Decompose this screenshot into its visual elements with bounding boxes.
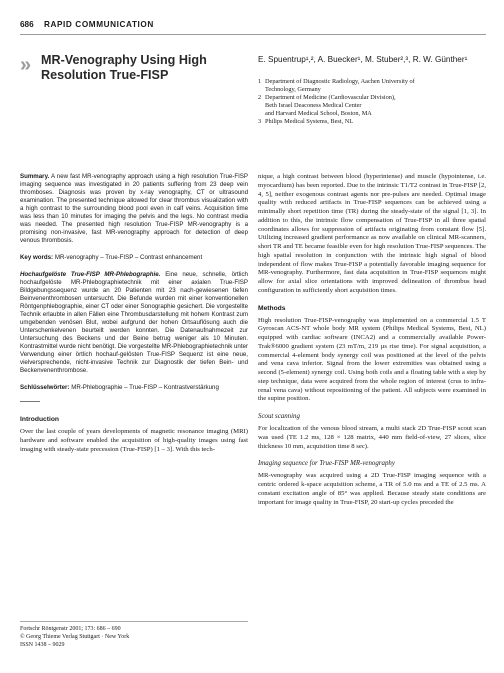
affiliation-line bbox=[258, 94, 488, 102]
intro-continued-text: nique, a high contrast between blood (hyperintense) and muscle (hypointense, i.e. myocardium) has been reported. Due to the intrinsic T1/T2 contrast in True-FISP [2, 4, 5], neither exogenous contrast agents nor pre-pulses are needed. Optimal image quality with reduced artifacts in True-FISP sequences can be achieved using a minimally short repetition time (TR) during the steady-state of the signal [1, 3]. In addition to this, the intrinsic flow compensation of True-FISP in all three spatial coordinates allows for suppression of artifacts originating from constant flow [5]. Utilizing increased gradient performance as now available on clinical MR-scanners, short TR and TE became feasible even for high resolution True-FISP sequences. The high spatial resolution in conjunction with the intrinsic high signal of blood independent of flow makes True-FISP a potentially favorable imaging sequence for MR-venography. Furthermore, fast data acquisition in True-FISP sequences might allow for axial slice orientations with improved delineation of thrombus head configuration in sufficiently short acquisition times. bbox=[258, 173, 486, 294]
running-header bbox=[20, 20, 486, 34]
introduction-heading: Introduction bbox=[20, 416, 60, 423]
affiliation-text: and Harvard Medical School, Boston, MA bbox=[265, 110, 372, 117]
keywords-text: MR-venography – True-FISP – Contrast enhancement bbox=[54, 254, 203, 261]
right-column bbox=[258, 173, 486, 516]
affiliation-list bbox=[258, 78, 488, 126]
scout-text: For localization of the venous blood stream, a multi stack 2D True-FISP scout scan was used (TE 1.2 ms, 128 × 128 matrix, 440 mm field-of-view, 27 slices, slice thickness 10 mm, acquisition time 8 sec). bbox=[258, 425, 486, 450]
german-abstract-label: Hochaufgelöste True-FISP MR-Phlebographie. bbox=[20, 271, 161, 278]
keywords bbox=[20, 254, 248, 262]
affiliation-number: 2 bbox=[258, 94, 262, 101]
german-abstract-text: Eine neue, schnelle, örtlich hochaufgelöste MR-Phlebographietechnik mit einer axialen True-FISP Bildgebungssequenz wurde an 20 Patienten mit 23 nach-gewiesenen tiefen Beinvenenthrombosen untersucht. Die Befunde wurden mit einer konventionellen Röntgenphlebographie, einer CT oder einer Sonographie gesichert. Die vorgestellte Technik erlaubte in allen Fällen eine Thrombusdarstellung mit hohem Kontrast zum umgebenden venösen Blut, wobei aufgrund der hohen Ortsauflösung auch die Unterschenkelvenen beurteilt werden konnten. Die Datenaufnahmezeit zur Untersuchung des Beckens und der Beine betrug weniger als 10 Minuten. Kontrastmittel wurde nicht benötigt. Die vorgestellte MR-Phlebographietechnik unter Verwendung einer örtlich hochauf-gelösten True-FISP Sequenz ist eine neue, vielversprechende, nicht-invasive Technik zur Diagnostik der tiefen Bein- und Beckenvenenthrombose. bbox=[20, 271, 249, 374]
affiliation-text: Department of Diagnostic Radiology, Aachen University of bbox=[265, 78, 415, 85]
summary-text: A new fast MR-venography approach using a high resolution True-FISP imaging sequence was investigated in 20 patients suffering from 23 deep vein thromboses. Diagnosis was proven by x-ray venography, CT or ultrasound examination. The presented technique allowed for clear thrombus visualization with a high contrast to the surrounding blood pool even in calf veins. Acquisition time was less than 10 minutes for imaging the pelvis and the legs. No contrast media was needed. The presented high resolution True-FISP MR-venography is a promising non-invasive, fast MR-venography approach for detection of deep venous thrombosis. bbox=[20, 173, 248, 244]
methods-heading: Methods bbox=[258, 304, 286, 312]
german-keywords-text: MR-Phlebographie – True-FISP – Kontrastverstärkung bbox=[71, 384, 219, 391]
introduction-text: Over the last couple of years developments of magnetic resonance imaging (MRI) hardware and software enabled the acquisition of high-quality images using fast imaging with steady-state precession (True-FISP) [1 – 3]. With this tech- bbox=[20, 428, 248, 453]
left-column bbox=[20, 173, 248, 463]
author-list: E. Spuentrup¹,², A. Buecker¹, M. Stuber²,³, R. W. Günther¹ bbox=[258, 55, 468, 64]
keywords-label: Key words: bbox=[20, 254, 54, 261]
affiliation-text: Philips Medical Systems, Best, NL bbox=[265, 118, 354, 125]
german-keywords bbox=[20, 384, 248, 392]
article-title: MR-Venography Using High Resolution True-FISP bbox=[41, 53, 207, 82]
copyright-line: © Georg Thieme Verlag Stuttgart · New York bbox=[20, 634, 130, 641]
abstract-divider bbox=[20, 401, 40, 402]
scout-heading: Scout scanning bbox=[258, 413, 300, 420]
summary-label: Summary. bbox=[20, 173, 50, 180]
affiliation-text: Department of Medicine (Cardiovascular Division), bbox=[265, 94, 396, 101]
summary bbox=[20, 173, 248, 245]
page-number: 686 bbox=[20, 20, 34, 29]
section-label: RAPID COMMUNICATION bbox=[43, 20, 154, 29]
affiliation-line bbox=[258, 78, 488, 86]
affiliation-line bbox=[258, 102, 488, 110]
affiliation-line bbox=[258, 118, 488, 126]
affiliation-text: Technology, Germany bbox=[265, 86, 321, 93]
citation-footer bbox=[20, 621, 248, 650]
affiliation-text: Beth Israel Deaconess Medical Center bbox=[265, 102, 362, 109]
affiliation-line bbox=[258, 86, 488, 94]
imaging-text: MR-venography was acquired using a 2D True-FISP imaging sequence with a centric ordered k-space acquisition scheme, a TR of 5.0 ms and a TE of 2.5 ms. A constant excitation angle of 85° was applied. Because steady state conditions are important for image quality in True-FISP, 20 start-up cycles preceded the bbox=[258, 472, 486, 506]
german-abstract bbox=[20, 271, 248, 375]
issn-line: ISSN 1438 – 9029 bbox=[20, 642, 65, 649]
german-keywords-label: Schlüsselwörter: bbox=[20, 384, 70, 391]
citation-line: Fortschr Röntgenstr 2001; 173: 686 – 690 bbox=[20, 626, 121, 632]
affiliation-line bbox=[258, 110, 488, 118]
imaging-heading: Imaging sequence for True-FISP MR-venography bbox=[258, 460, 395, 468]
methods-text: High resolution True-FISP-venography was implemented on a commercial 1.5 T Gyroscan ACS-NT whole body MR system (Philips Medical Systems, Best, NL) equipped with cardiac software (INCA2) and a commercially available Power-Trak®6000 gradient system (23 mT/m, 219 µs rise time). For signal acquisition, a commercial 4-element body synergy coil was positioned at the level of the pelvis and vena cava inferior. Signal from the lower extremities was obtained using a second (5-element) synergy coil. Using both coils and a floating table with a step by step technique, data were acquired from the whole region of interest (crus to infra-renal vena cava) without repositioning of the patient. All subjects were examined in the supine position. bbox=[258, 316, 486, 403]
header-rule bbox=[20, 34, 486, 35]
double-chevron-icon: » bbox=[20, 54, 28, 76]
affiliation-number: 1 bbox=[258, 78, 262, 85]
affiliation-number: 3 bbox=[258, 118, 262, 125]
